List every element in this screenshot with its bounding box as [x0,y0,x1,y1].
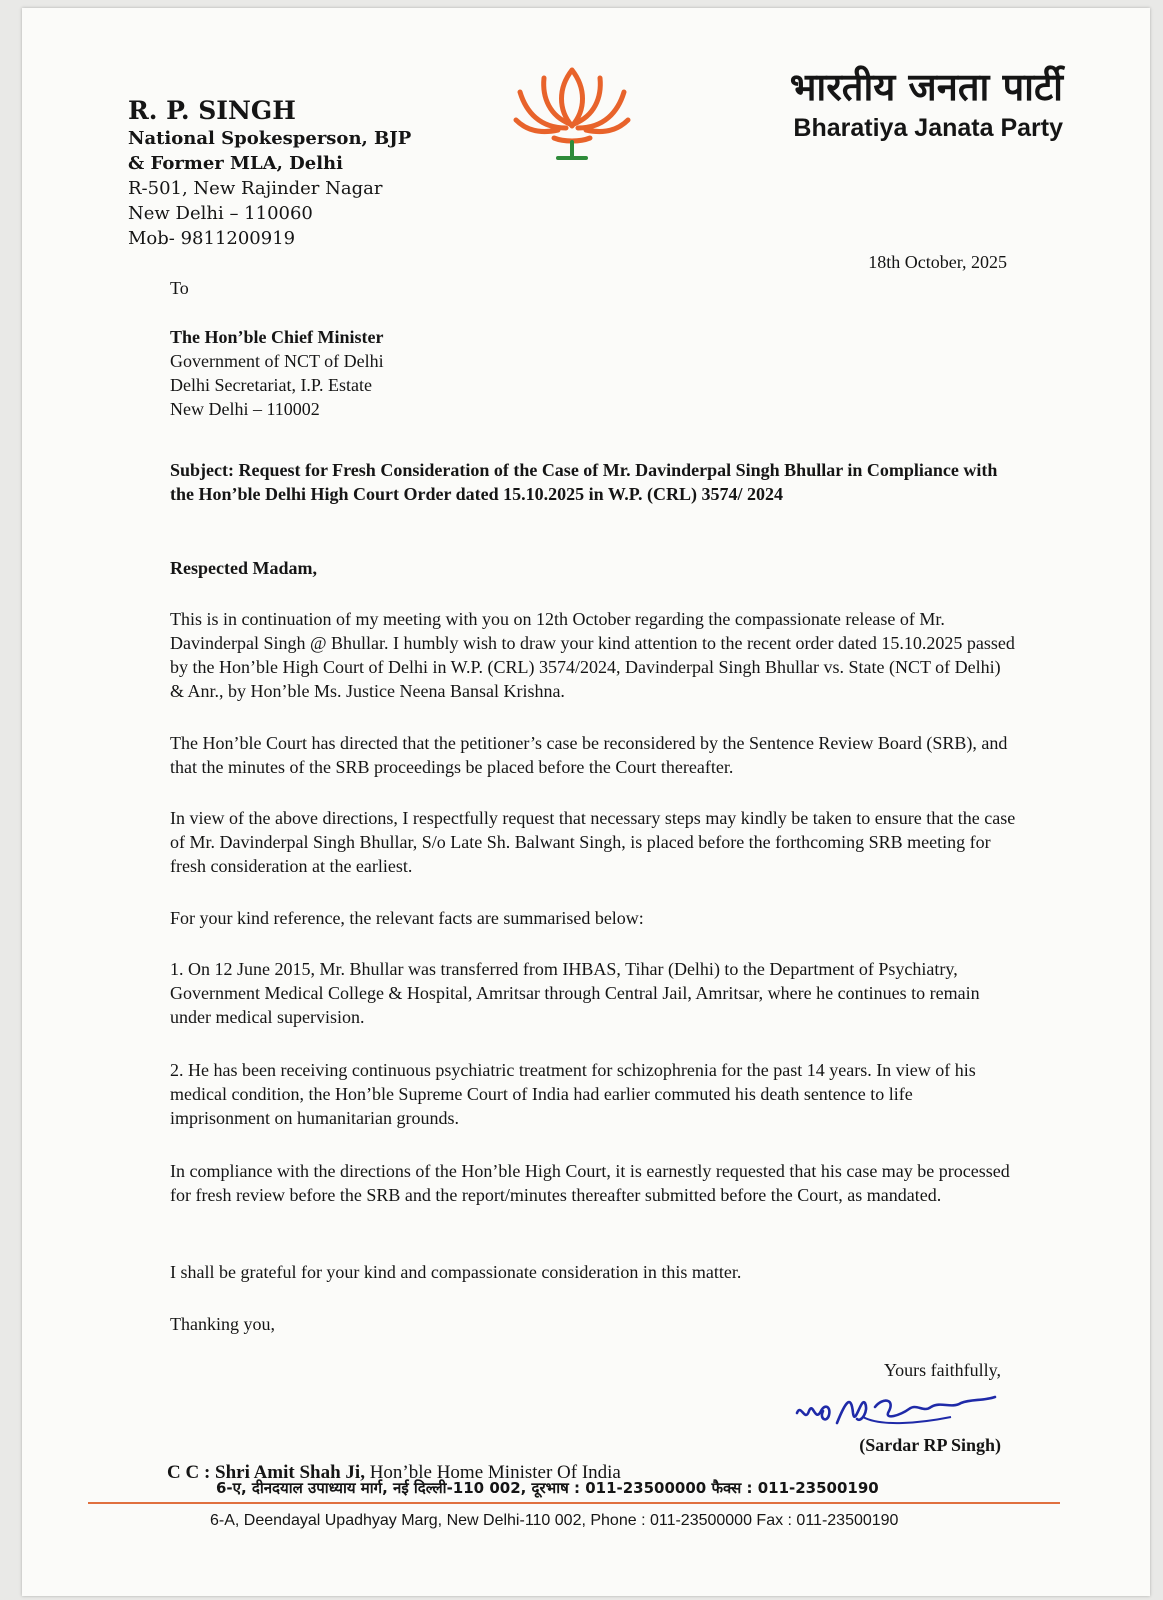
party-name-english: Bharatiya Janata Party [793,114,1063,142]
recipient-title: The Hon’ble Chief Minister [170,327,384,347]
list-item-2: 2. He has been receiving continuous psychiatric treatment for schizophrenia for the past 14 years. In view of his medical condition, the Hon’ble Supreme Court of India had earlier commuted his death sentence to life imprisonment on humanitarian grounds. [170,1060,976,1128]
paragraph-4: For your kind reference, the relevant facts are summarised below: [170,908,644,928]
recipient-line-3: New Delhi – 110002 [170,399,320,419]
subject-line: Subject: Request for Fresh Consideration of the Case of Mr. Davinderpal Singh Bhullar in Compliance with the Hon’ble Delhi High Court Order dated 15.10.2025 in W.P. (CRL) 3574/ 2024 [170,460,998,504]
footer-divider [88,1502,1060,1504]
list-item-1: 1. On 12 June 2015, Mr. Bhullar was transferred from IHBAS, Tihar (Delhi) to the Department of Psychiatry, Government Medical College & Hospital, Amritsar through Central Jail, Amritsar, where he continues to remain under medical supervision. [170,959,980,1027]
cc-label: C C : Shri Amit Shah Ji, [167,1462,365,1483]
recipient-line-1: Government of NCT of Delhi [170,351,384,371]
paragraph-3: In view of the above directions, I respectfully request that necessary steps may kindly be taken to ensure that the case of Mr. Davinderpal Singh Bhullar, S/o Late Sh. Balwant Singh, is placed before the forthcoming SRB meeting for fresh consideration at the earliest. [170,808,1016,876]
footer-address-hindi: 6-ए, दीनदयाल उपाध्याय मार्ग, नई दिल्ली-110 002, दूरभाष : 011-23500000 फैक्स : 011-23500190 [216,1479,879,1497]
handwritten-signature [791,1383,1001,1435]
sender-title-1: National Spokesperson, BJP [128,128,412,149]
party-name-hindi: भारतीय जनता पार्टी [789,65,1063,109]
paragraph-6: I shall be grateful for your kind and compassionate consideration in this matter. [170,1262,742,1282]
paragraph-7: Thanking you, [170,1314,275,1334]
recipient-to: To [170,278,189,298]
footer-address-english: 6-A, Deendayal Upadhyay Marg, New Delhi-110 002, Phone : 011-23500000 Fax : 011-23500190 [210,1512,899,1529]
letter-date: 18th October, 2025 [868,252,1007,272]
paragraph-1: This is in continuation of my meeting with you on 12th October regarding the compassionate release of Mr. Davinderpal Singh @ Bhullar. I humbly wish to draw your kind attention to the recent order dated 15.10.2025 passed by the Hon’ble High Court of Delhi in W.P. (CRL) 3574/2024, Davinderpal Singh Bhullar vs. State (NCT of Delhi) & Anr., by Hon’ble Ms. Justice Neena Bansal Krishna. [170,609,1015,701]
sender-mobile: Mob- 9811200919 [128,228,296,249]
closing-yours: Yours faithfully, [883,1360,1001,1380]
paragraph-5: In compliance with the directions of the Hon’ble High Court, it is earnestly requested that his case may be processed for fresh review before the SRB and the report/minutes thereafter submitted before the Court, as mandated. [170,1161,1010,1205]
signature-block [791,1360,1001,1456]
sender-title-2: & Former MLA, Delhi [128,153,343,174]
sender-block [128,96,411,251]
salutation: Respected Madam, [170,558,317,578]
lotus-logo-icon [510,58,634,164]
cc-rest: Hon’ble Home Minister Of India [364,1462,621,1483]
recipient-block [170,276,1016,421]
sender-address-1: R-501, New Rajinder Nagar [128,178,383,199]
paragraph-2: The Hon’ble Court has directed that the petitioner’s case be reconsidered by the Sentence Review Board (SRB), and that the minutes of the SRB proceedings be placed before the Court thereafter. [170,733,1008,777]
sender-name: R. P. SINGH [128,96,296,125]
sender-address-2: New Delhi – 110060 [128,203,313,224]
recipient-line-2: Delhi Secretariat, I.P. Estate [170,375,372,395]
signatory-name: (Sardar RP Singh) [859,1435,1001,1455]
party-name-block [790,64,1063,146]
